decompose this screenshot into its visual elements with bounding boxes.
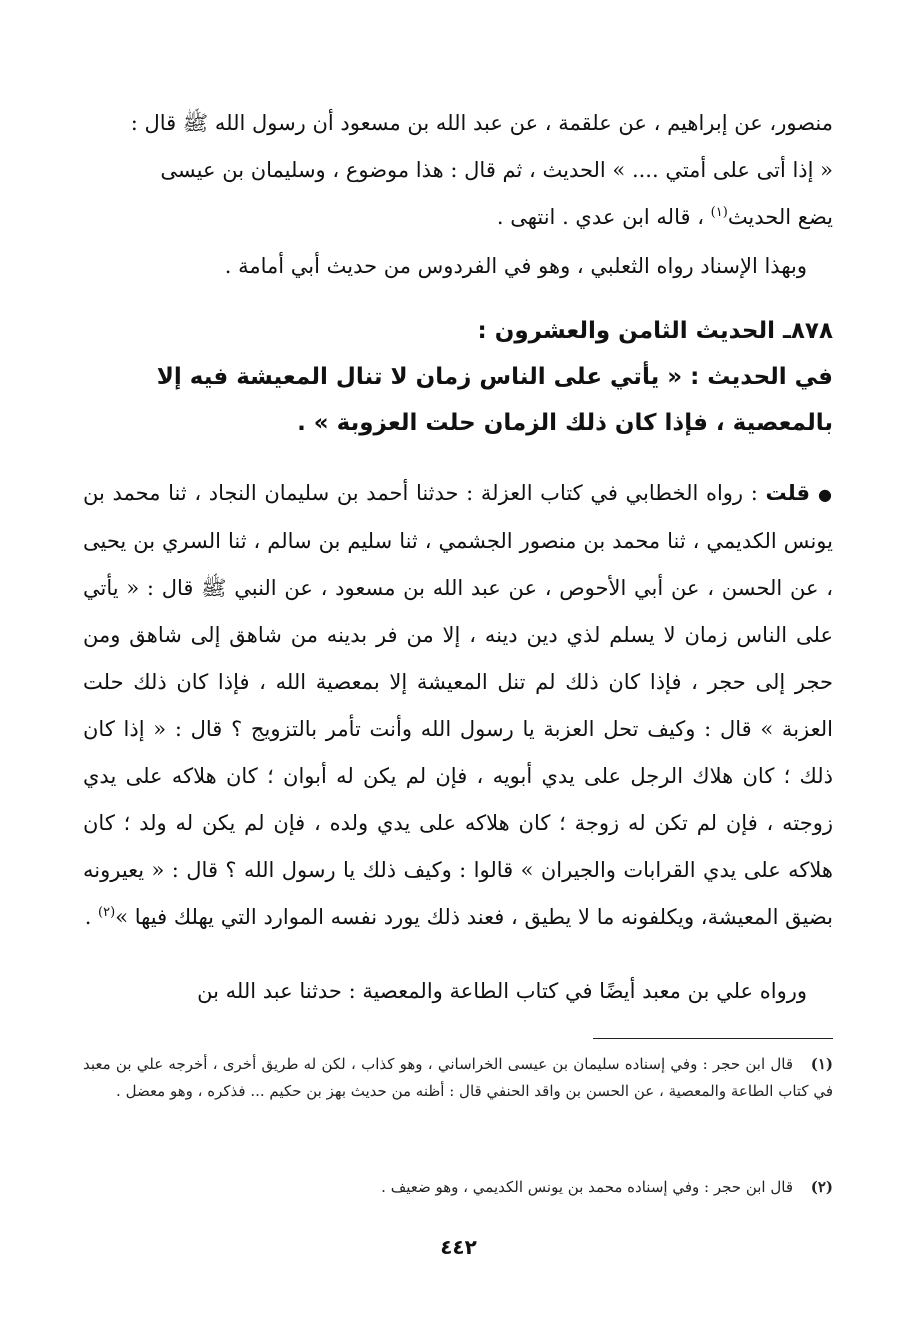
- paragraph-1-line-3-start: يضع الحديث: [727, 205, 833, 229]
- hadith-heading-number: ٨٧٨ـ الحديث الثامن والعشرون :: [477, 318, 833, 344]
- hadith-heading-text: في الحديث : « يأتي على الناس زمان لا تنال المعيشة فيه إلا بالمعصية ، فإذا كان ذلك الزمان حلت العزوبة » .: [156, 364, 833, 436]
- bullet-icon: ●: [818, 485, 833, 504]
- paragraph-4: ورواه علي بن معبد أيضًا في كتاب الطاعة والمعصية : حدثنا عبد الله بن: [197, 979, 807, 1003]
- paragraph-1-line-3: [83, 194, 833, 241]
- paragraph-3: [83, 470, 833, 941]
- paragraph-3-body: : رواه الخطابي في كتاب العزلة : حدثنا أحمد بن سليمان النجاد ، ثنا محمد بن يونس الكديمي ، ثنا محمد بن منصور الجشمي ، ثنا سليم بن سالم ، ثنا السري بن يحيى ، عن الحسن ، عن أبي الأحوص ، عن عبد الله بن مسعود ، عن النبي ﷺ قال : « يأتي على الناس زمان لا يسلم لذي دين دينه ، إلا من فر بدينه من شاهق إلى شاهق ومن حجر إلى حجر ، فإذا كان ذلك لم تنل المعيشة إلا بمعصية الله ، فإذا كان ذلك حلت العزبة » قال : وكيف تحل العزبة يا رسول الله وأنت تأمر بالتزويج ؟ قال : « إذا كان ذلك ؛ كان هلاك الرجل على يدي أبويه ، فإن لم يكن له أبوان ؛ كان هلاكه على يدي زوجته ، فإن لم تكن له زوجة ؛ كان هلاكه على يدي ولده ، فإن لم يكن له ولد ؛ كان هلاكه على يدي القرابات والجيران » قالوا : وكيف ذلك يا رسول الله ؟ قال : « يعيرونه بضيق المعيشة، ويكلفونه ما لا يطيق ، فعند ذلك يورد نفسه الموارد التي يهلك فيها »: [83, 481, 833, 929]
- qultu-label: قلت: [765, 481, 811, 505]
- footnote-1: [83, 1051, 833, 1105]
- footnote-ref-2[interactable]: (٢): [98, 905, 116, 920]
- paragraph-2: وبهذا الإسناد رواه الثعلبي ، وهو في الفردوس من حديث أبي أمامة .: [224, 254, 807, 278]
- footnote-ref-1[interactable]: (١): [710, 205, 728, 220]
- paragraph-1-line-2: « إذا أتى على أمتي .... » الحديث ، ثم قال : هذا موضوع ، وسليمان بن عيسى: [160, 158, 833, 182]
- footnote-1-mark: (١): [810, 1055, 833, 1073]
- page-number: ٤٤٢: [440, 1235, 477, 1259]
- paragraph-1-line-1: منصور، عن إبراهيم ، عن علقمة ، عن عبد الله بن مسعود أن رسول الله ﷺ قال :: [130, 111, 833, 135]
- paragraph-3-end: .: [84, 905, 99, 929]
- footnote-2: [83, 1174, 833, 1201]
- paragraph-1: [83, 100, 833, 241]
- footnote-2-text: قال ابن حجر : وفي إسناده محمد بن يونس الكديمي ، وهو ضعيف .: [381, 1178, 793, 1196]
- footnote-2-mark: (٢): [810, 1178, 833, 1196]
- footnote-1-text: قال ابن حجر : وفي إسناده سليمان بن عيسى الخراساني ، وهو كذاب ، لكن له طريق أخرى ، أخرجه علي بن معبد في كتاب الطاعة والمعصية ، عن الحسن بن واقد الحنفي قال : أظنه من حديث بهز بن حكيم ... فذكره ، وهو معضل .: [83, 1055, 833, 1100]
- footnote-divider: [593, 1038, 833, 1039]
- paragraph-1-line-3-end: ، قاله ابن عدي . انتهى .: [496, 205, 704, 229]
